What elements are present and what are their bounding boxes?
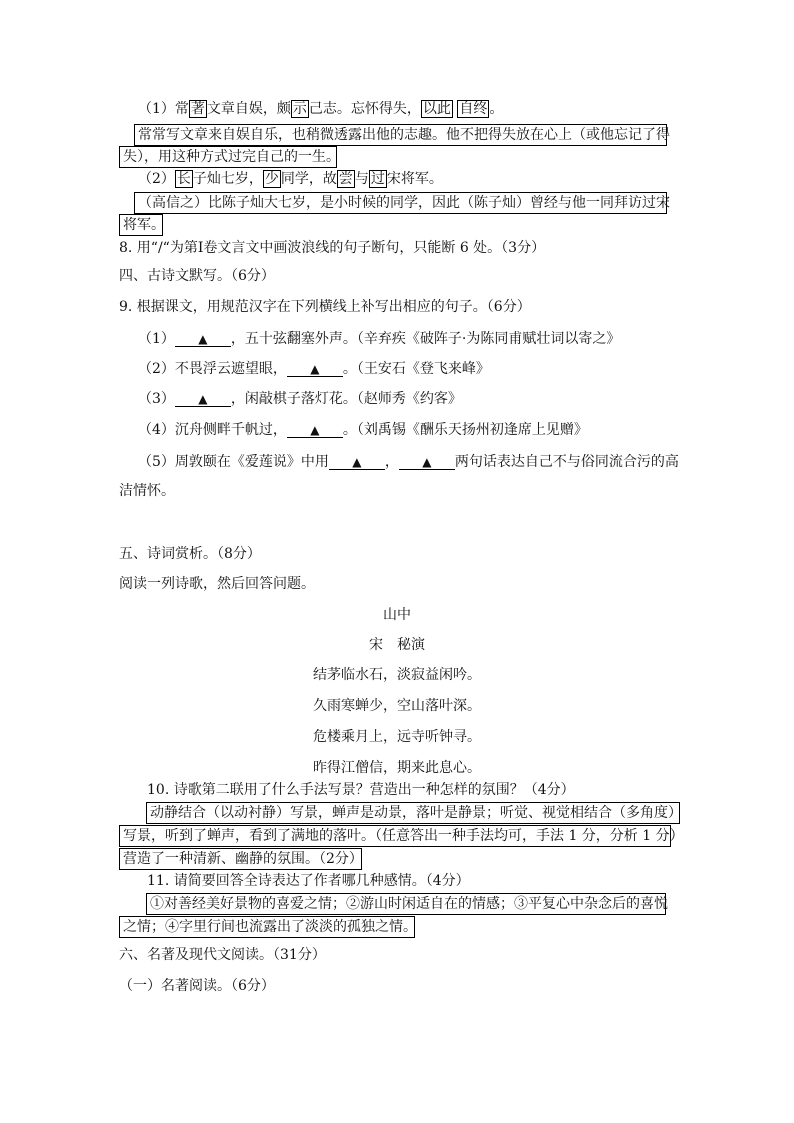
boxed-char: 示 xyxy=(292,101,307,117)
text-run: （5）周敦颐在《爱莲说》中用 xyxy=(138,454,329,470)
text-run: 。（王安石《登飞来峰》 xyxy=(342,361,490,377)
answer-box-1b: 失），用这种方式过完自己的一生。 xyxy=(119,146,337,168)
blank-line: ▲ xyxy=(287,423,343,438)
question-8: 8. 用“/“为第Ⅰ卷文言文中画波浪线的句子断句，只能断 6 处。（3分） xyxy=(119,240,546,256)
text-run: 与 xyxy=(354,171,369,187)
q9-item-5-cont: 洁情怀。 xyxy=(119,483,175,499)
poem-line-4: 昨得江僧信，期来此息心。 xyxy=(313,760,481,776)
boxed-char: 尝 xyxy=(338,171,353,187)
question-9: 9. 根据课文，用规范汉字在下列横线上补写出相应的句子。（6分） xyxy=(119,299,531,315)
answer-11b: 之情；④字里行间也流露出了淡淡的孤独之情。 xyxy=(119,916,415,938)
poem-author: 宋 秘演 xyxy=(369,637,425,653)
answer-10b: 写景，听到了蝉声，看到了满地的落叶。（任意答出一种手法均可，手法 1 分，分析 1 分） xyxy=(119,825,671,847)
text-run: 。（刘禹锡《酬乐天扬州初逢席上见赠》 xyxy=(342,422,588,438)
boxed-char: 著 xyxy=(190,101,205,117)
poem-intro: 阅读一列诗歌，然后回答问题。 xyxy=(119,576,315,592)
section-5-heading: 五、诗词赏析。（8分） xyxy=(119,546,261,562)
q7-line-1 xyxy=(138,100,503,118)
section-6-1-heading: （一）名著阅读。（6分） xyxy=(119,978,275,994)
item-number: （1） xyxy=(138,331,175,347)
blank-line: ▲ xyxy=(287,362,343,377)
question-10: 10. 诗歌第二联用了什么手法写景？营造出一种怎样的氛围？（4分） xyxy=(147,782,575,798)
q9-item-4 xyxy=(138,421,588,439)
q9-item-2 xyxy=(138,360,490,378)
text-run: 宋将军。 xyxy=(386,171,443,187)
text-run: 文章自娱，颇 xyxy=(206,101,291,117)
text-run: ，五十弦翻塞外声。（辛弃疾《破阵子·为陈同甫赋壮词以寄之》 xyxy=(230,331,621,347)
answer-11a: ①对善经美好景物的喜爱之情；②游山时闲适自在的情感；③平复心中杂念后的喜悦 xyxy=(146,893,666,915)
text-run: 子灿七岁， xyxy=(192,171,263,187)
poem-line-2: 久雨寒蝉少，空山落叶深。 xyxy=(313,698,481,714)
q9-item-5 xyxy=(138,453,679,471)
blank-line: ▲ xyxy=(399,455,455,470)
boxed-char: 过 xyxy=(370,171,385,187)
q9-item-1 xyxy=(138,330,620,348)
text-run: 同学，故 xyxy=(280,171,337,187)
item-number: （2） xyxy=(138,171,175,187)
answer-box-2a: （高信之）比陈子灿大七岁，是小时候的同学，因此（陈子灿）曾经与他一同拜访过宋 xyxy=(134,192,667,214)
item-number: （1） xyxy=(138,101,175,117)
boxed-word: 以此 xyxy=(422,101,451,117)
q9-item-3 xyxy=(138,390,462,408)
blank-line: ▲ xyxy=(329,455,385,470)
blank-line: ▲ xyxy=(175,392,231,407)
boxed-char: 长 xyxy=(176,171,191,187)
section-6-heading: 六、名著及现代文阅读。（31分） xyxy=(119,947,326,963)
item-number: （3） xyxy=(138,391,175,407)
poem-line-3: 危楼乘月上，远寺听钟寻。 xyxy=(313,729,481,745)
text-run: ， xyxy=(384,454,399,470)
answer-10a: 动静结合（以动衬静）写景，蝉声是动景，落叶是静景；听觉、视觉相结合（多角度） xyxy=(146,802,680,824)
section-4-heading: 四、古诗文默写。（6分） xyxy=(119,268,275,284)
question-11: 11. 请简要回答全诗表达了作者哪几种感情。（4分） xyxy=(147,873,470,889)
answer-10c: 营造了一种清新、幽静的氛围。（2分） xyxy=(119,848,362,870)
poem-title: 山中 xyxy=(383,607,411,623)
blank-line: ▲ xyxy=(175,332,231,347)
text-run: 己志。忘怀得失， xyxy=(308,101,421,117)
poem-line-1: 结茅临水石，淡寂益闲吟。 xyxy=(313,667,481,683)
text-run: 。 xyxy=(489,101,504,117)
answer-box-1a: 常常写文章来自娱自乐，也稍微透露出他的志趣。他不把得失放在心上（或他忘记了得 xyxy=(134,124,667,146)
boxed-word: 自终 xyxy=(459,101,488,117)
q7-line-2 xyxy=(138,170,443,188)
text-run: 常 xyxy=(174,101,189,117)
text-run: （2）不畏浮云遮望眼， xyxy=(138,361,287,377)
text-run: 两句话表达自己不与俗同流合污的高 xyxy=(454,454,679,470)
text-run: （4）沉舟侧畔千帆过， xyxy=(138,422,287,438)
answer-box-2b: 将军。 xyxy=(119,214,163,236)
text-run: ，闲敲棋子落灯花。（赵师秀《约客》 xyxy=(230,391,462,407)
boxed-char: 少 xyxy=(264,171,279,187)
